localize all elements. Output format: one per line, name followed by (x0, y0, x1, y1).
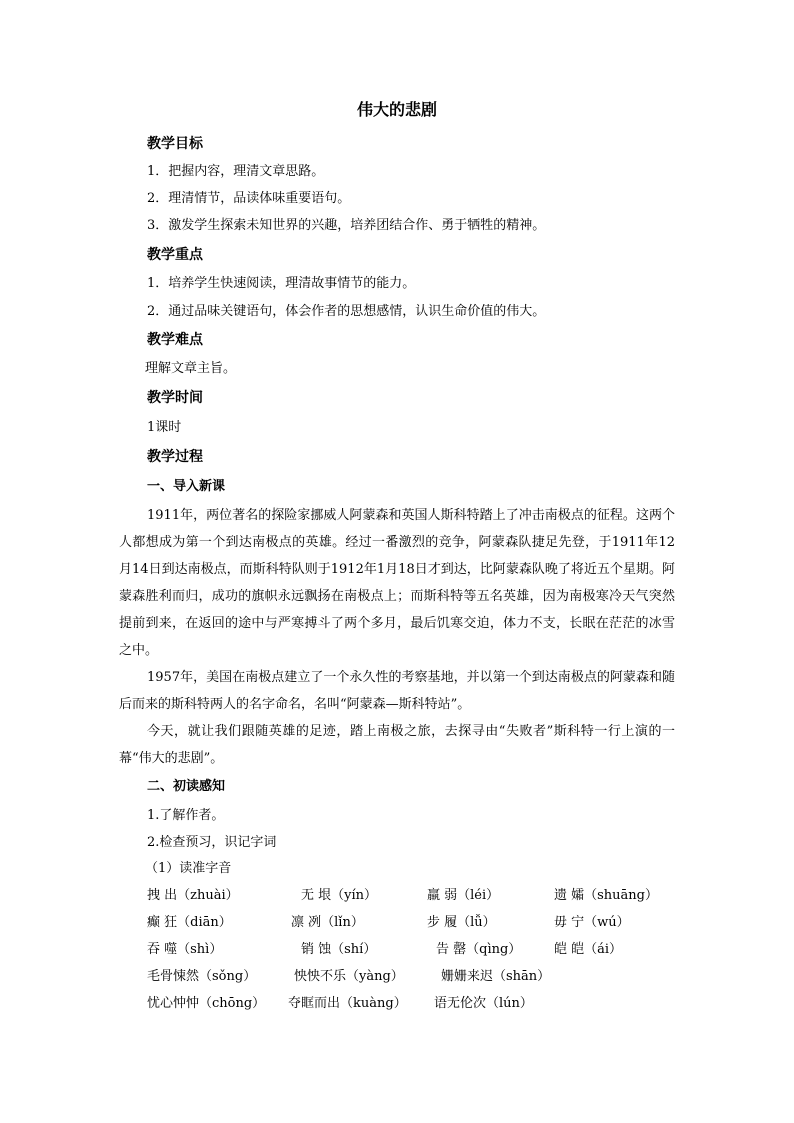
intro-paragraph-3: 今天，就让我们跟随英雄的足迹，踏上南极之旅，去探寻由“失败者”斯科特一行上演的一幕“伟大的悲剧”。 (119, 724, 675, 766)
pronunciation-entry: 毋 宁（wú） (554, 915, 630, 930)
pronunciation-entry: 吞 噬（shì） (147, 942, 223, 957)
part1-heading: 一、导入新课 (147, 479, 226, 494)
intro-paragraph-2: 1957年，美国在南极点建立了一个永久性的考察基地，并以第一个到达南极点的阿蒙森和随后而来的斯科特两人的名字命名，名叫“阿蒙森—斯科特站”。 (119, 670, 675, 712)
pronunciation-entry: 告 罄（qìng） (436, 942, 522, 957)
pronunciation-entry: 癫 狂（diān） (147, 915, 232, 930)
part2-item-3: （1）读准字音 (145, 861, 232, 876)
process-heading: 教学过程 (147, 449, 203, 465)
goal-item-1: 1．把握内容，理清文章思路。 (147, 164, 325, 179)
goal-item-3: 3．激发学生探索未知世界的兴趣，培养团结合作、勇于牺牲的精神。 (147, 218, 546, 233)
difficulty-text: 理解文章主旨。 (145, 361, 237, 376)
pronunciation-entry: 语无伦次（lún） (434, 996, 533, 1011)
pronunciation-entry: 怏怏不乐（yàng） (294, 969, 404, 984)
pronunciation-entry: 毛骨悚然（sǒng） (147, 969, 257, 984)
pronunciation-entry: 遗 孀（shuāng） (554, 888, 658, 903)
intro-paragraph-1: 1911年，两位著名的探险家挪威人阿蒙森和英国人斯科特踏上了冲击南极点的征程。这两个人都想成为第一个到达南极点的英雄。经过一番激烈的竞争，阿蒙森队捷足先登，于1911年12月14日到达南极点，而斯科特队则于1912年1月18日才到达，比阿蒙森队晚了将近五个星期。阿蒙森胜利而归，成功的旗帜永远飘扬在南极点上；而斯科特等五名英雄，因为南极寒冷天气突然提前到来，在返回的途中与严寒搏斗了两个多月，最后饥寒交迫，体力不支，长眠在茫茫的冰雪之中。 (119, 508, 675, 658)
key-points-heading: 教学重点 (147, 247, 203, 263)
pronunciation-entry: 夺眶而出（kuàng） (288, 996, 407, 1011)
pronunciation-entry: 皑 皑（ái） (554, 942, 623, 957)
part2-heading: 二、初读感知 (147, 779, 226, 794)
time-text: 1课时 (147, 420, 182, 435)
pronunciation-entry: 销 蚀（shí） (301, 942, 377, 957)
key-point-item-2: 2．通过品味关键语句，体会作者的思想感情，认识生命价值的伟大。 (147, 304, 546, 319)
pronunciation-entry: 步 履（lǚ） (427, 915, 496, 930)
difficulty-heading: 教学难点 (147, 332, 203, 348)
key-point-item-1: 1．培养学生快速阅读，理清故事情节的能力。 (147, 276, 416, 291)
pronunciation-entry: 凛 冽（lǐn） (291, 915, 364, 930)
goals-heading: 教学目标 (147, 136, 203, 152)
time-heading: 教学时间 (147, 390, 203, 406)
intro-paragraphs (119, 502, 675, 772)
pronunciation-entry: 姗姗来迟（shān） (441, 969, 551, 984)
pronunciation-entry: 羸 弱（léi） (427, 888, 500, 903)
pronunciation-entry: 拽 出（zhuài） (147, 888, 239, 903)
part2-item-1: 1.了解作者。 (147, 808, 225, 823)
pronunciation-entry: 忧心忡忡（chōng） (147, 996, 266, 1011)
pronunciation-entry: 无 垠（yín） (301, 888, 378, 903)
document-title: 伟大的悲剧 (356, 100, 437, 119)
goal-item-2: 2．理清情节，品读体味重要语句。 (147, 191, 351, 206)
part2-item-2: 2.检查预习，识记字词 (147, 835, 277, 850)
